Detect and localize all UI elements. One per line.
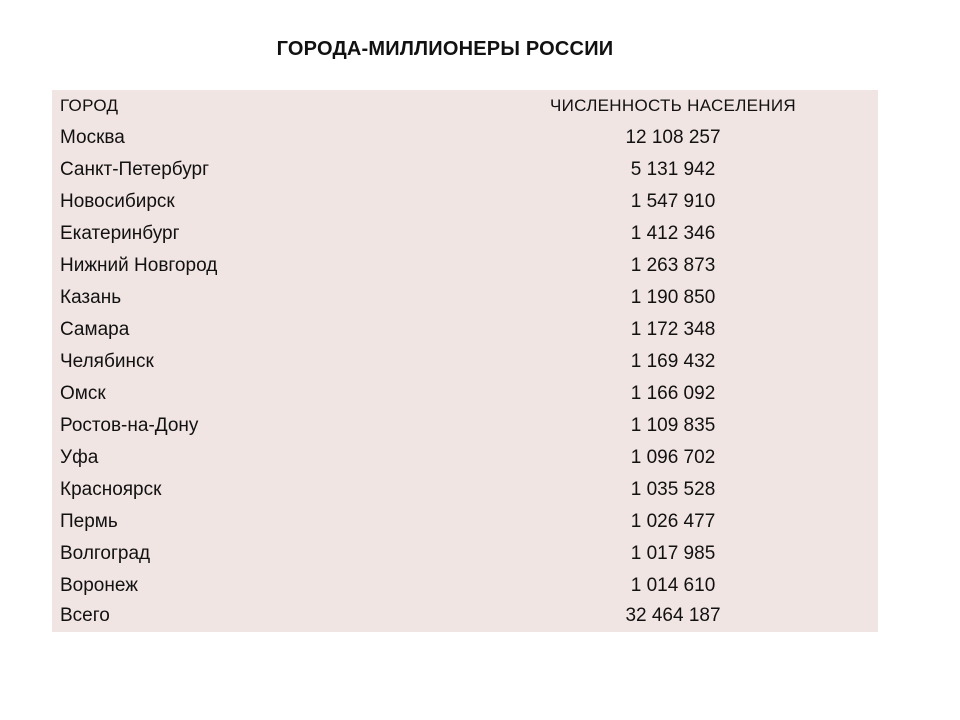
- table-row: [52, 506, 878, 538]
- city-cell: Казань: [60, 287, 122, 308]
- column-header-population: ЧИСЛЕННОСТЬ НАСЕЛЕНИЯ: [550, 96, 796, 115]
- table-row: [52, 538, 878, 570]
- population-cell: 1 190 850: [630, 287, 716, 308]
- population-cell: 1 412 346: [630, 223, 716, 244]
- table-header-row: [52, 90, 878, 122]
- city-cell: Уфа: [60, 447, 99, 468]
- population-cell: 1 026 477: [630, 511, 716, 532]
- population-cell: 5 131 942: [630, 159, 716, 180]
- population-cell: 1 166 092: [630, 383, 716, 404]
- population-cell: 1 263 873: [630, 255, 716, 276]
- column-header-city: ГОРОД: [60, 96, 119, 115]
- table-row: [52, 282, 878, 314]
- population-cell: 1 169 432: [630, 351, 716, 372]
- table-row: [52, 410, 878, 442]
- table-row: [52, 570, 878, 602]
- city-cell: Екатеринбург: [60, 223, 180, 244]
- table-total-row: [52, 600, 878, 632]
- city-cell: Москва: [60, 127, 125, 148]
- total-label-cell: Всего: [60, 605, 110, 626]
- table-row: [52, 154, 878, 186]
- city-cell: Нижний Новгород: [60, 255, 218, 276]
- city-cell: Самара: [60, 319, 130, 340]
- city-cell: Воронеж: [60, 575, 138, 596]
- table-row: [52, 346, 878, 378]
- city-cell: Санкт-Петербург: [60, 159, 210, 180]
- table-row: [52, 250, 878, 282]
- city-cell: Челябинск: [60, 351, 154, 372]
- city-cell: Омск: [60, 383, 106, 404]
- total-population-cell: 32 464 187: [625, 605, 721, 626]
- table-row: [52, 122, 878, 154]
- population-cell: 1 017 985: [630, 543, 716, 564]
- population-cell: 1 547 910: [630, 191, 716, 212]
- population-cell: 1 096 702: [630, 447, 716, 468]
- city-cell: Новосибирск: [60, 191, 175, 212]
- table-row: [52, 442, 878, 474]
- city-cell: Ростов-на-Дону: [60, 415, 199, 436]
- city-cell: Волгоград: [60, 543, 151, 564]
- population-cell: 1 172 348: [630, 319, 716, 340]
- population-cell: 1 035 528: [630, 479, 716, 500]
- city-cell: Красноярск: [60, 479, 162, 500]
- table-row: [52, 474, 878, 506]
- table-row: [52, 186, 878, 218]
- table-row: [52, 218, 878, 250]
- table-row: [52, 314, 878, 346]
- population-cell: 1 014 610: [630, 575, 716, 596]
- population-cell: 12 108 257: [625, 127, 721, 148]
- city-cell: Пермь: [60, 511, 118, 532]
- population-cell: 1 109 835: [630, 415, 716, 436]
- table-row: [52, 378, 878, 410]
- population-table: [52, 90, 878, 632]
- page-title: ГОРОДА-МИЛЛИОНЕРЫ РОССИИ: [276, 38, 614, 60]
